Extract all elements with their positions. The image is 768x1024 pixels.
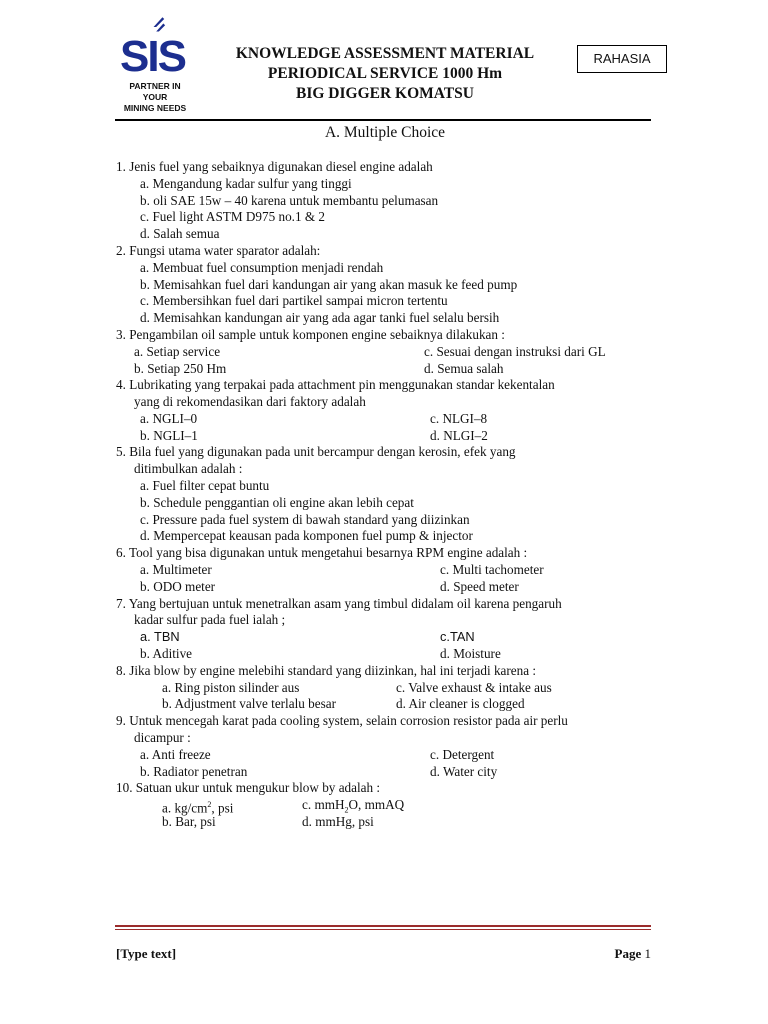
question-6-option-b: b. ODO meter (140, 579, 216, 594)
doc-title-line-2: PERIODICAL SERVICE 1000 Hm (267, 65, 503, 82)
question-1-option-d: d. Salah semua (140, 226, 220, 241)
company-logo (118, 18, 196, 113)
question-6-option-d: d. Speed meter (440, 579, 519, 594)
question-9-option-a: a. Anti freeze (140, 747, 211, 762)
question-5-stem: 5. Bila fuel yang digunakan pada unit bercampur dengan kerosin, efek yang (116, 444, 516, 459)
question-6-option-a: a. Multimeter (140, 562, 212, 577)
logo-tagline-line-1: PARTNER IN YOUR (129, 81, 181, 102)
question-9-option-b: b. Radiator penetran (140, 764, 248, 779)
question-8-option-b: b. Adjustment valve terlalu besar (162, 696, 336, 711)
question-10-option-c-suffix: O, mmAQ (348, 797, 405, 812)
question-10-option-c-subscript: 2 (344, 805, 349, 815)
question-1-option-b: b. oli SAE 15w – 40 karena untuk membantu pelumasan (140, 193, 439, 208)
question-6-stem: 6. Tool yang bisa digunakan untuk mengetahui besarnya RPM engine adalah : (116, 545, 528, 560)
question-3-option-c: c. Sesuai dengan instruksi dari GL (424, 344, 606, 359)
page-number (580, 946, 651, 962)
question-10-option-a-text: a. kg/cm (162, 800, 208, 816)
confidential-stamp: RAHASIA (577, 45, 667, 73)
question-10-option-b: b. Bar, psi (162, 814, 216, 829)
question-7-option-d: d. Moisture (440, 646, 501, 661)
question-5-option-a: a. Fuel filter cepat buntu (140, 478, 270, 493)
question-7-option-a: a. TBN (140, 629, 180, 644)
question-6-option-c: c. Multi tachometer (440, 562, 544, 577)
question-2-option-c: c. Membersihkan fuel dari partikel sampai micron tertentu (140, 293, 448, 308)
question-10-option-a-superscript: 2 (207, 800, 212, 809)
question-2-option-a: a. Membuat fuel consumption menjadi rendah (140, 260, 384, 275)
footer-placeholder-text: [Type text] (116, 946, 177, 961)
question-4-option-b: b. NGLI–1 (140, 428, 198, 443)
footer-rule-thick (115, 925, 651, 927)
question-1-option-a: a. Mengandung kadar sulfur yang tinggi (140, 176, 352, 191)
question-3-stem: 3. Pengambilan oil sample untuk komponen engine sebaiknya dilakukan : (116, 327, 505, 342)
question-2-stem: 2. Fungsi utama water sparator adalah: (116, 243, 321, 258)
page-label: Page (614, 946, 642, 961)
section-title: A. Multiple Choice (324, 124, 446, 141)
logo-tagline (118, 81, 192, 114)
question-9-option-d: d. Water city (430, 764, 498, 779)
question-1-option-c: c. Fuel light ASTM D975 no.1 & 2 (140, 209, 325, 224)
question-9-option-c: c. Detergent (430, 747, 495, 762)
page-number-value: 1 (644, 946, 651, 961)
question-8-stem: 8. Jika blow by engine melebihi standard yang diizinkan, hal ini terjadi karena : (116, 663, 537, 678)
logo-tagline-line-2: MINING NEEDS (123, 103, 187, 113)
question-10-option-d: d. mmHg, psi (302, 814, 374, 829)
question-3-option-a: a. Setiap service (134, 344, 221, 359)
question-1-stem: 1. Jenis fuel yang sebaiknya digunakan diesel engine adalah (116, 159, 433, 174)
question-4-option-c: c. NLGI–8 (430, 411, 488, 426)
question-8-option-d: d. Air cleaner is clogged (396, 696, 525, 711)
header-rule (115, 119, 651, 121)
question-7-stem-cont: kadar sulfur pada fuel ialah ; (134, 612, 286, 627)
question-8-option-a: a. Ring piston silinder aus (162, 680, 300, 695)
question-5-option-d: d. Mempercepat keausan pada komponen fuel pump & injector (140, 528, 473, 543)
question-9-stem-cont: dicampur : (134, 730, 191, 745)
question-10-option-c-text: c. mmH (302, 797, 345, 812)
question-2-option-b: b. Memisahkan fuel dari kandungan air yang akan masuk ke feed pump (140, 277, 518, 292)
doc-title-line-1: KNOWLEDGE ASSESSMENT MATERIAL (235, 45, 535, 62)
logo-text: SIS (120, 32, 185, 81)
question-7-option-c: c.TAN (440, 629, 475, 644)
footer-rule-thin (115, 929, 651, 930)
question-4-option-a: a. NGLI–0 (140, 411, 198, 426)
question-2-option-d: d. Memisahkan kandungan air yang ada agar tanki fuel selalu bersih (140, 310, 500, 325)
question-5-option-b: b. Schedule penggantian oli engine akan lebih cepat (140, 495, 414, 510)
question-3-option-d: d. Semua salah (424, 361, 504, 376)
question-5-option-c: c. Pressure pada fuel system di bawah standard yang diizinkan (140, 512, 470, 527)
question-5-stem-cont: ditimbulkan adalah : (134, 461, 243, 476)
question-8-option-c: c. Valve exhaust & intake aus (396, 680, 552, 695)
question-4-stem-cont: yang di rekomendasikan dari faktory adalah (134, 394, 366, 409)
doc-title-line-3: BIG DIGGER KOMATSU (296, 85, 474, 102)
question-10-stem: 10. Satuan ukur untuk mengukur blow by adalah : (116, 780, 381, 795)
question-3-option-b: b. Setiap 250 Hm (134, 361, 227, 376)
question-4-stem: 4. Lubrikating yang terpakai pada attachment pin menggunakan standar kekentalan (116, 377, 555, 392)
question-9-stem: 9. Untuk mencegah karat pada cooling system, selain corrosion resistor pada air perlu (116, 713, 568, 728)
question-7-stem: 7. Yang bertujuan untuk menetralkan asam yang timbul didalam oil karena pengaruh (116, 596, 562, 611)
question-10-option-a-suffix: , psi (211, 800, 234, 816)
question-4-option-d: d. NLGI–2 (430, 428, 488, 443)
question-7-option-b: b. Aditive (140, 646, 193, 661)
